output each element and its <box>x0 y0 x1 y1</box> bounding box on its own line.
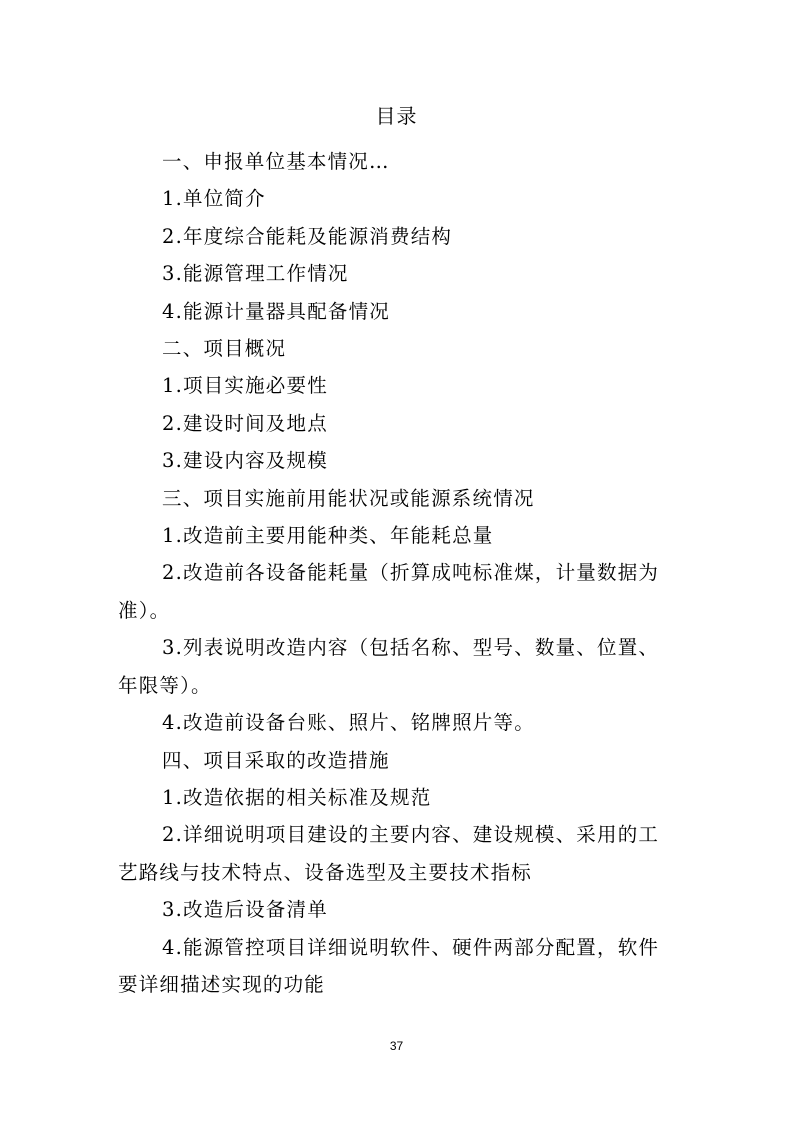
toc-item-2-1: 1.项目实施必要性 <box>162 374 328 398</box>
toc-item-3-4: 4.改造前设备台账、照片、铭牌照片等。 <box>162 711 535 735</box>
toc-item-4-1: 1.改造依据的相关标准及规范 <box>162 785 432 809</box>
toc-item-4-3: 3.改造后设备清单 <box>162 898 328 922</box>
toc-section-2: 二、项目概况 <box>162 337 287 361</box>
toc-item-1-4: 4.能源计量器具配备情况 <box>162 299 391 323</box>
toc-item-2-2: 2.建设时间及地点 <box>162 411 328 435</box>
toc-item-4-4: 4.能源管控项目详细说明软件、硬件两部分配置，软件要详细描述实现的功能 <box>118 935 660 996</box>
toc-section-3: 三、项目实施前用能状况或能源系统情况 <box>162 486 535 510</box>
page-title: 目录 <box>375 104 418 128</box>
page-number: 37 <box>389 1039 404 1053</box>
toc-item-2-3: 3.建设内容及规模 <box>162 449 328 473</box>
toc-section-4: 四、项目采取的改造措施 <box>162 748 390 772</box>
toc-item-4-2: 2.详细说明项目建设的主要内容、建设规模、采用的工艺路线与技术特点、设备选型及主要技术指标 <box>118 823 660 884</box>
toc-item-3-3: 3.列表说明改造内容（包括名称、型号、数量、位置、年限等）。 <box>118 636 660 697</box>
toc-item-3-2: 2.改造前各设备能耗量（折算成吨标准煤，计量数据为准）。 <box>118 561 660 622</box>
toc-item-1-3: 3.能源管理工作情况 <box>162 262 349 286</box>
toc-section-1: 一、申报单位基本情况… <box>162 150 390 173</box>
table-of-contents <box>118 143 678 1003</box>
toc-item-3-1: 1.改造前主要用能种类、年能耗总量 <box>162 524 494 548</box>
toc-item-1-1: 1.单位简介 <box>162 187 266 211</box>
toc-item-1-2: 2.年度综合能耗及能源消费结构 <box>162 224 453 248</box>
